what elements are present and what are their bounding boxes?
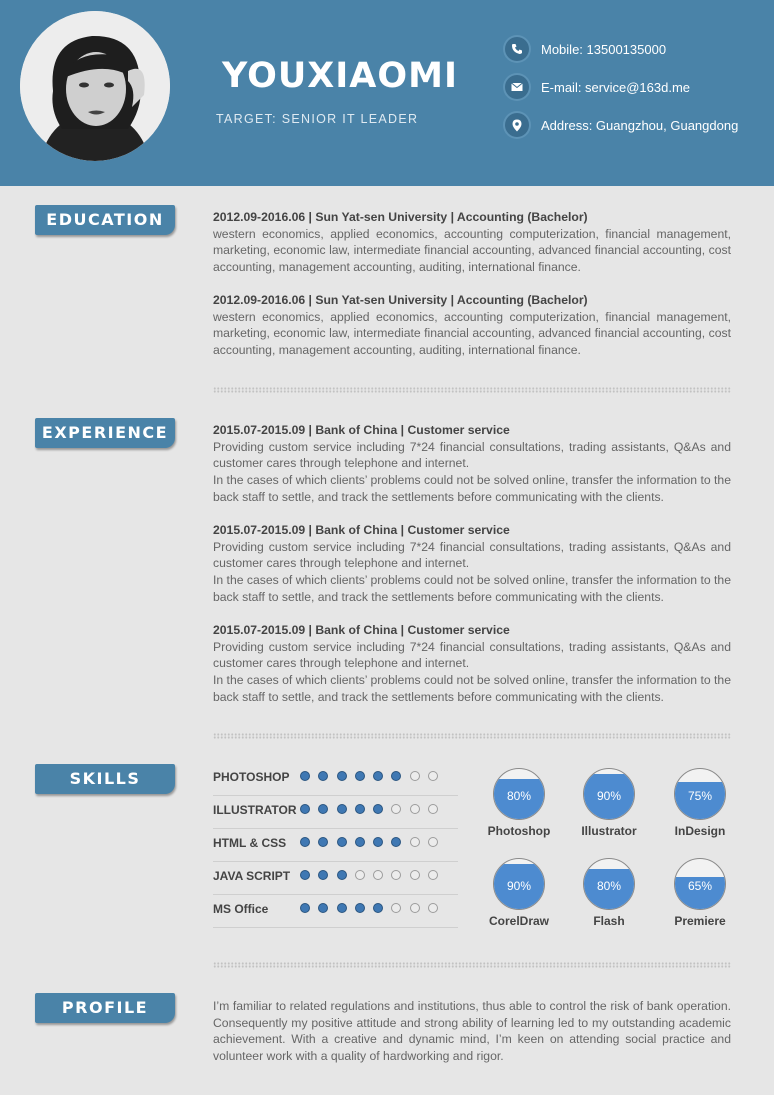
rating-dot-empty (428, 804, 438, 814)
contact-email-text: E-mail: service@163d.me (541, 79, 691, 95)
skill-rating (300, 903, 446, 913)
phone-icon (505, 37, 529, 61)
rating-dot-empty (391, 903, 401, 913)
gauge-label: InDesign (674, 824, 726, 838)
career-target: TARGET: SENIOR IT LEADER (216, 112, 419, 126)
rating-dot-filled (337, 804, 347, 814)
rating-dot-filled (337, 771, 347, 781)
skill-rating (300, 870, 446, 880)
gauge-label: Illustrator (581, 824, 637, 838)
rating-dot-filled (373, 837, 383, 847)
header-banner (0, 0, 774, 186)
rating-dot-empty (410, 870, 420, 880)
contact-address (505, 112, 738, 138)
section-divider (213, 962, 731, 968)
skill-gauge (583, 858, 635, 910)
skill-gauge (583, 768, 635, 820)
mail-icon (505, 75, 529, 99)
gauge-value: 90% (506, 879, 532, 893)
experience-entry-body: Providing custom service including 7*24 financial consultations, trading assistants, Q&As and customer cares through telephone and internet. (213, 639, 731, 671)
section-divider (213, 387, 731, 393)
skill-name: PHOTOSHOP (213, 770, 290, 784)
profile-text (213, 998, 731, 1065)
skill-rating (300, 804, 446, 814)
rating-dot-filled (318, 837, 328, 847)
experience-entry-body: In the cases of which clients’ problems could not be solved online, transfer the information to the back staff to settle, and track the settlements before communicating with the clients. (213, 673, 731, 704)
rating-dot-empty (428, 903, 438, 913)
rating-dot-empty (410, 837, 420, 847)
rating-dot-empty (410, 903, 420, 913)
rating-dot-filled (318, 771, 328, 781)
rating-dot-empty (428, 837, 438, 847)
gauge-label: Photoshop (487, 824, 551, 838)
skill-row (213, 828, 458, 862)
rating-dot-filled (300, 870, 310, 880)
candidate-name: YOUXIAOMI (222, 56, 458, 96)
education-entry-body: western economics, applied economics, accounting computerization, financial management, marketing, economic law, intermediate financial accounting, advanced financial accounting, cost accounting, management accounting, auditing, international finance. (213, 309, 731, 358)
skill-name: HTML & CSS (213, 836, 287, 850)
gauge-value: 75% (687, 789, 713, 803)
rating-dot-filled (355, 837, 365, 847)
experience-entry-body: In the cases of which clients’ problems could not be solved online, transfer the information to the back staff to settle, and track the settlements before communicating with the clients. (213, 473, 731, 504)
education-entry (213, 209, 731, 276)
profile-photo (20, 11, 170, 161)
section-divider (213, 733, 731, 739)
experience-entry (213, 522, 731, 606)
experience-entry-body: In the cases of which clients’ problems could not be solved online, transfer the information to the back staff to settle, and track the settlements before communicating with the clients. (213, 573, 731, 604)
gauge-value: 65% (687, 879, 713, 893)
skills-heading: SKILLS (35, 764, 175, 794)
rating-dot-filled (391, 837, 401, 847)
skill-row (213, 762, 458, 796)
location-icon (505, 113, 529, 137)
experience-heading: EXPERIENCE (35, 418, 175, 448)
education-entry (213, 292, 731, 359)
rating-dot-filled (318, 870, 328, 880)
education-entry-body: western economics, applied economics, accounting computerization, financial management, marketing, economic law, intermediate financial accounting, advanced financial accounting, cost accounting, management accounting, auditing, international finance. (213, 226, 731, 275)
rating-dot-filled (337, 870, 347, 880)
rating-dot-filled (300, 837, 310, 847)
experience-entry-title: 2015.07-2015.09 | Bank of China | Customer service (213, 523, 510, 537)
experience-entry-title: 2015.07-2015.09 | Bank of China | Customer service (213, 423, 510, 437)
skill-row (213, 795, 458, 829)
experience-entry-title: 2015.07-2015.09 | Bank of China | Customer service (213, 623, 510, 637)
skill-gauge (493, 858, 545, 910)
rating-dot-empty (428, 771, 438, 781)
skill-name: ILLUSTRATOR (213, 803, 297, 817)
skill-gauge (674, 858, 726, 910)
rating-dot-filled (318, 804, 328, 814)
contact-mobile (505, 36, 666, 62)
rating-dot-filled (300, 771, 310, 781)
rating-dot-filled (355, 771, 365, 781)
education-entry-title: 2012.09-2016.06 | Sun Yat-sen University | Accounting (Bachelor) (213, 293, 588, 307)
education-entry-title: 2012.09-2016.06 | Sun Yat-sen University | Accounting (Bachelor) (213, 210, 588, 224)
rating-dot-filled (300, 804, 310, 814)
skill-rating (300, 771, 446, 781)
rating-dot-empty (391, 804, 401, 814)
rating-dot-filled (355, 903, 365, 913)
skill-gauge (493, 768, 545, 820)
experience-entry-body: Providing custom service including 7*24 financial consultations, trading assistants, Q&As and customer cares through telephone and internet. (213, 439, 731, 471)
rating-dot-empty (410, 771, 420, 781)
skill-name: JAVA SCRIPT (213, 869, 291, 883)
rating-dot-filled (337, 903, 347, 913)
rating-dot-empty (410, 804, 420, 814)
contact-email (505, 74, 690, 100)
rating-dot-filled (355, 804, 365, 814)
rating-dot-empty (355, 870, 365, 880)
rating-dot-empty (391, 870, 401, 880)
rating-dot-filled (337, 837, 347, 847)
gauge-value: 80% (506, 789, 532, 803)
experience-entry (213, 422, 731, 506)
rating-dot-filled (318, 903, 328, 913)
skill-gauge (674, 768, 726, 820)
rating-dot-filled (373, 804, 383, 814)
skill-name: MS Office (213, 902, 269, 916)
rating-dot-filled (391, 771, 401, 781)
gauge-label: Premiere (674, 914, 726, 928)
rating-dot-filled (373, 903, 383, 913)
education-heading: EDUCATION (35, 205, 175, 235)
gauge-label: CorelDraw (488, 914, 550, 928)
gauge-value: 80% (596, 879, 622, 893)
gauge-value: 90% (596, 789, 622, 803)
rating-dot-filled (373, 771, 383, 781)
skill-row (213, 894, 458, 928)
skill-rating (300, 837, 446, 847)
profile-paragraph: I’m familiar to related regulations and institutions, thus able to control the risk of bank operation. Consequently my positive attitude and strong ability of learning led to my outstanding academic achievement. With a creative and dynamic mind, I’m keen on attending social practice and volunteer work with a quality of hardworking and rigor. (213, 999, 731, 1064)
rating-dot-empty (428, 870, 438, 880)
contact-address-text: Address: Guangzhou, Guangdong (541, 117, 739, 133)
contact-mobile-text: Mobile: 13500135000 (541, 41, 667, 57)
skill-row (213, 861, 458, 895)
experience-entry (213, 622, 731, 706)
experience-entry-body: Providing custom service including 7*24 financial consultations, trading assistants, Q&As and customer cares through telephone and internet. (213, 539, 731, 571)
profile-heading: PROFILE (35, 993, 175, 1023)
rating-dot-filled (300, 903, 310, 913)
gauge-label: Flash (593, 914, 625, 928)
rating-dot-empty (373, 870, 383, 880)
